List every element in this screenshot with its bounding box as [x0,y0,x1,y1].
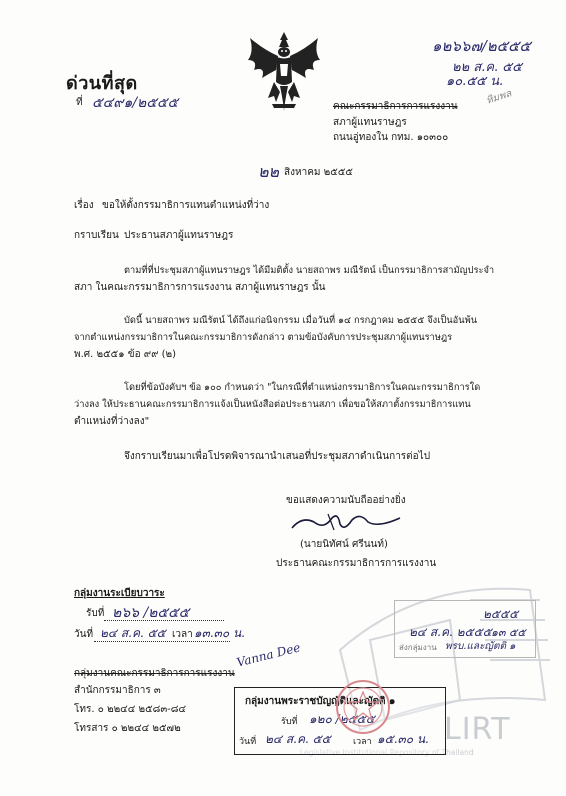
watermark-subtitle: Legislative Institutional Repository of Thailand [300,748,474,757]
receipt-sign: หิมพล [484,88,513,107]
paragraph-4: จึงกราบเรียนมาเพื่อโปรดพิจารณานำเสนอที่ประชุมสภาดำเนินการต่อไป [124,451,431,462]
paragraph-3-line-2: ว่างลง ให้ประธานคณะกรรมาธิการแจ้งเป็นหนังสือต่อประธานสภา เพื่อขอให้สภาตั้งกรรมาธิการแทน [74,399,471,410]
bill-stamp-rec-label: รับที่ [281,717,298,727]
receipt-number: ๑๒๖๖๗/๒๕๕๕ [432,37,531,55]
doc-number: ๕๔๙๑/๒๕๕๕ [92,95,179,111]
doc-number-prefix: ที่ [76,97,83,108]
faded-stamp-rec-no: ๒๕๕๕ [483,607,519,621]
paragraph-2-line-3: พ.ศ. ๒๕๕๑ ข้อ ๙๙ (๒) [74,349,176,360]
paragraph-3-line-3: ตำแหน่งที่ว่างลง" [74,416,150,427]
urgent-label: ด่วนที่สุด [66,73,138,94]
to-label: กราบเรียน [74,230,119,241]
watermark-text: LIRT [444,712,511,747]
bill-stamp-rec-no: ๑๒๐ /๒๕๕๕ [309,712,375,726]
receipt-time: ๑๐.๕๕ น. [446,74,504,89]
footer-office: สำนักกรรมาธิการ ๓ [74,685,161,696]
date-day: ๒๒ [258,162,280,181]
sender-address: ถนนอู่ทองใน กทม. ๑๐๓๐๐ [333,132,449,143]
faded-stamp-sender-label: ส่งกลุ่มงาน [399,643,437,652]
bill-stamp-date-label: วันที่ [239,737,257,747]
bill-stamp-time: ๑๕.๓๐ น. [377,732,429,746]
closing-name: (นายนิทัศน์ ศรีนนท์) [300,539,388,550]
red-seal [334,678,392,736]
bill-stamp-title: กลุ่มงานพระราชบัญญัติและญัตติ ๑ [245,696,396,707]
garuda-emblem [244,30,324,114]
subject-label: เรื่อง [74,200,94,211]
agenda-stamp-date-label: วันที่ [74,629,94,640]
agenda-stamp-rec-no: ๒๖๖ /๒๕๕๕ [112,605,190,621]
date-month-year: สิงหาคม ๒๕๕๕ [284,167,353,178]
faded-stamp [394,600,536,658]
agenda-stamp-rule-2 [94,641,230,642]
closing-title: ประธานคณะกรรมาธิการการแรงงาน [276,558,437,569]
receipt-date: ๒๒ ส.ค. ๕๕ [452,60,522,75]
paragraph-2-line-2: จากตำแหน่งกรรมาธิการในคณะกรรมาธิการดังกล่าว ตามข้อบังคับการประชุมสภาผู้แทนราษฎร [74,332,453,343]
agenda-stamp-sign: Vanna Dee [235,640,302,670]
subject-text: ขอให้ตั้งกรรมาธิการแทนตำแหน่งที่ว่าง [102,200,270,211]
footer-phone: โทร. ๐ ๒๒๔๔ ๒๕๘๓-๘๔ [74,704,187,715]
agenda-stamp-time: ๑๓.๓๐ น. [194,626,245,640]
bill-stamp-time-label: เวลา [353,737,372,747]
paragraph-2-line-1: บัดนี้ นายสถาพร มณีรัตน์ ได้ถึงแก่อนิจกรรม เมื่อวันที่ ๑๔ กรกฎาคม ๒๕๕๕ จึงเป็นอันพ้น [124,315,478,326]
bill-stamp-date: ๒๔ ส.ค. ๕๕ [265,732,331,746]
closing-respect: ขอแสดงความนับถืออย่างยิ่ง [286,495,406,506]
agenda-stamp-time-label: เวลา [172,629,193,640]
faded-stamp-time: ๑๓ ๕๕ [491,626,526,639]
sender-org: คณะกรรมาธิการการแรงงาน [333,101,458,112]
chairman-signature [288,508,408,534]
agenda-stamp-rule-1 [104,620,224,621]
paragraph-1-line-1: ตามที่ที่ประชุมสภาผู้แทนราษฎร ได้มีมติตั้ง นายสถาพร มณีรัตน์ เป็นกรรมาธิการสามัญประจำ [124,265,495,276]
paragraph-1-line-2: สภา ในคณะกรรมาธิการการแรงงาน สภาผู้แทนราษฎร นั้น [74,282,326,293]
footer-office-struck: กลุ่มงานคณะกรรมาธิการการแรงงาน [74,668,235,679]
faded-stamp-date: ๒๔ ส.ค. ๒๕๕๕ [409,625,492,639]
paragraph-3-line-1: โดยที่ข้อบังคับฯ ข้อ ๑๐๐ กำหนดว่า "ในกรณีที่ตำแหน่งกรรมาธิการในคณะกรรมาธิการใด [124,382,481,393]
agenda-stamp-rec-label: รับที่ [86,608,105,619]
agenda-stamp-date: ๒๔ ส.ค. ๕๕ [100,626,166,640]
footer-fax: โทรสาร ๐ ๒๒๔๔ ๒๕๗๒ [74,723,181,734]
sender-house: สภาผู้แทนราษฎร [333,117,407,128]
faded-stamp-sender: พรบ.และญัตติ ๑ [445,641,516,652]
agenda-stamp-title: กลุ่มงานระเบียบวาระ [74,588,165,599]
to-text: ประธานสภาผู้แทนราษฎร [124,230,234,241]
